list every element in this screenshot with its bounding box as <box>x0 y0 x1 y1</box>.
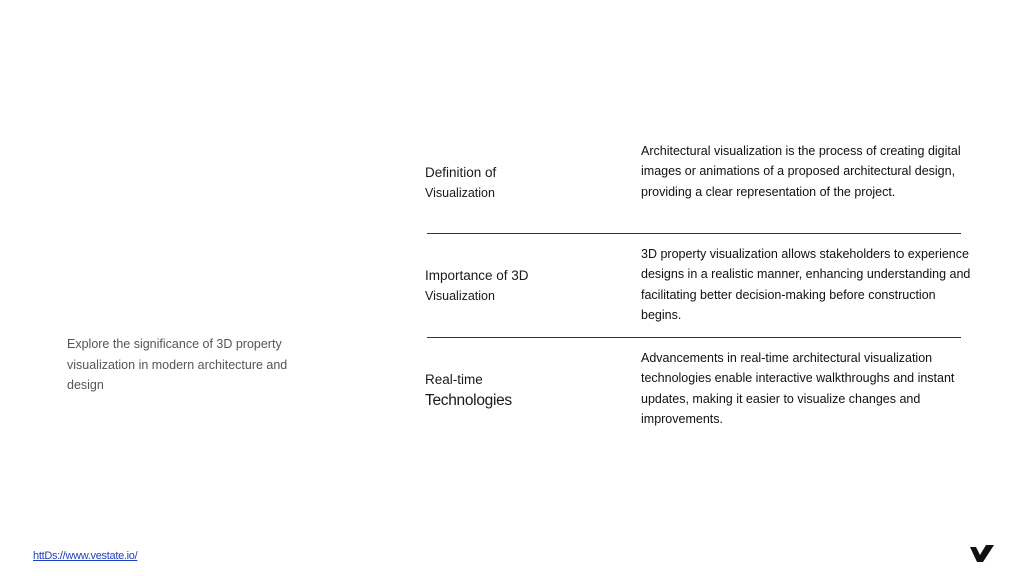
row-title-line1: Definition of <box>425 165 497 180</box>
row-title-line2: Visualization <box>425 186 495 200</box>
row-description-realtime: Advancements in real-time architectural visualization technologies enable interactive walkthroughs and instant updates, making it easier to visualize changes and improvements. <box>641 351 955 426</box>
row-description-importance: 3D property visualization allows stakeholders to experience designs in a realistic manner, enhancing understanding and facilitating better decision-making before construction begins. <box>641 247 971 322</box>
footer-link[interactable]: httDs://www.vestate.io/ <box>33 550 138 562</box>
row-title-line1: Real-time <box>425 372 483 387</box>
row-description-definition: Architectural visualization is the process of creating digital images or animations of a proposed architectural design, providing a clear representation of the project. <box>641 144 961 199</box>
row-title-line2: Technologies <box>425 392 512 409</box>
row-title-definition <box>425 162 496 204</box>
row-title-line2: Visualization <box>425 289 495 303</box>
row-title-line1: Importance of 3D <box>425 268 529 283</box>
row-divider <box>427 233 961 234</box>
row-title-realtime <box>425 369 512 411</box>
row-divider <box>427 337 961 338</box>
intro-text: Explore the significance of 3D property visualization in modern architecture and design <box>67 337 288 392</box>
vestate-logo-icon <box>970 545 994 562</box>
row-title-importance <box>425 265 529 307</box>
